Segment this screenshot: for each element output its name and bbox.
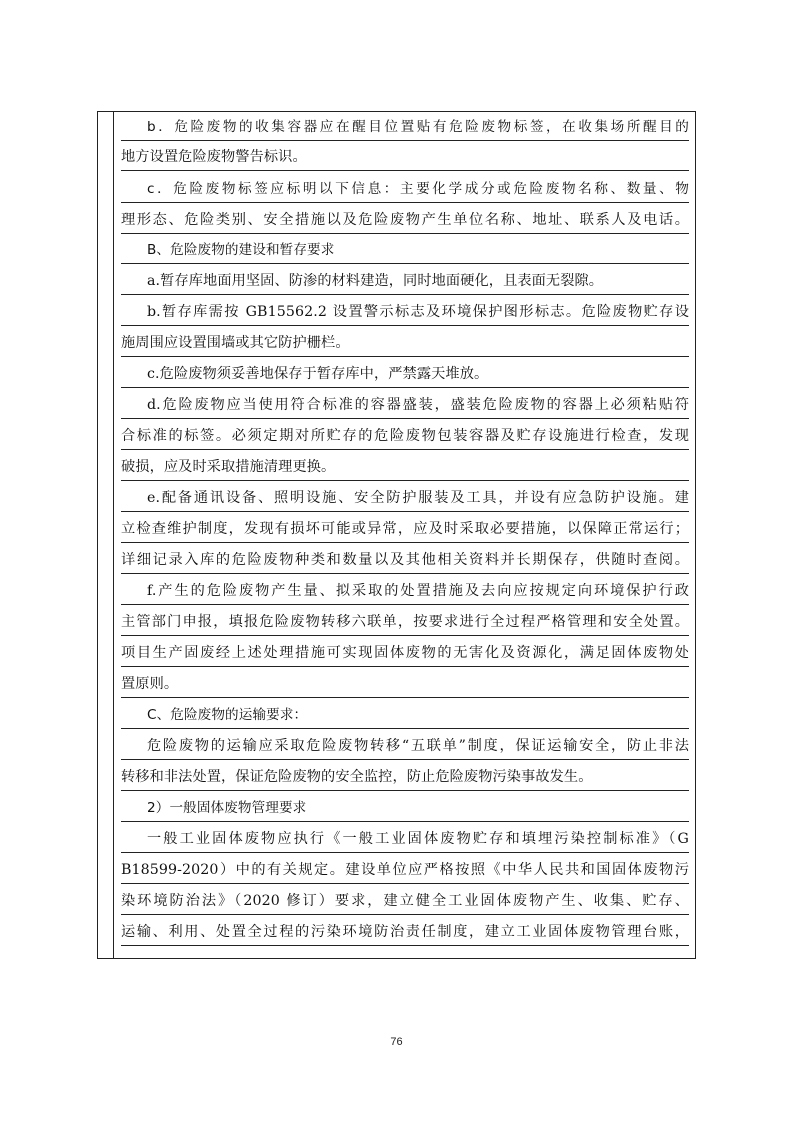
text-line: 详细记录入库的危险废物种类和数量以及其他相关资料并长期保存，供随时查阅。 bbox=[121, 546, 689, 574]
text-line: 理形态、危险类别、安全措施以及危险废物产生单位名称、地址、联系人及电话。 bbox=[121, 206, 689, 234]
text-line: 立检查维护制度，发现有损坏可能或异常，应及时采取必要措施，以保障正常运行； bbox=[121, 515, 689, 543]
text-line: 主管部门申报，填报危险废物转移六联单，按要求进行全过程严格管理和安全处置。 bbox=[121, 608, 689, 636]
text-line: e.配备通讯设备、照明设施、安全防护服装及工具，并设有应急防护设施。建 bbox=[121, 484, 689, 512]
text-line: 转移和非法处置，保证危险废物的安全监控，防止危险废物污染事故发生。 bbox=[121, 763, 689, 791]
text-line: 地方设置危险废物警告标识。 bbox=[121, 143, 689, 171]
text-line: 置原则。 bbox=[121, 670, 689, 698]
text-line: 染环境防治法》（2020 修订）要求，建立健全工业固体废物产生、收集、贮存、 bbox=[121, 887, 689, 915]
text-line: 合标准的标签。必须定期对所贮存的危险废物包装容器及贮存设施进行检查，发现 bbox=[121, 422, 689, 450]
text-line: b.暂存库需按 GB15562.2 设置警示标志及环境保护图形标志。危险废物贮存设 bbox=[121, 298, 689, 326]
text-line: a.暂存库地面用坚固、防渗的材料建造，同时地面硬化，且表面无裂隙。 bbox=[121, 267, 689, 295]
text-line: 危险废物的运输应采取危险废物转移“五联单”制度，保证运输安全，防止非法 bbox=[121, 732, 689, 760]
text-line: 破损，应及时采取措施清理更换。 bbox=[121, 453, 689, 481]
text-line: 2）一般固体废物管理要求 bbox=[121, 794, 689, 822]
page-number: 76 bbox=[390, 1036, 403, 1048]
text-line: 项目生产固废经上述处理措施可实现固体废物的无害化及资源化，满足固体废物处 bbox=[121, 639, 689, 667]
text-line: b．危险废物的收集容器应在醒目位置贴有危险废物标签，在收集场所醒目的 bbox=[121, 113, 689, 141]
text-line: B、危险废物的建设和暂存要求 bbox=[121, 236, 689, 264]
text-line: B18599-2020）中的有关规定。建设单位应严格按照《中华人民共和国固体废物污 bbox=[121, 856, 689, 884]
text-line: c．危险废物标签应标明以下信息：主要化学成分或危险废物名称、数量、物 bbox=[121, 175, 689, 203]
text-line: f.产生的危险废物产生量、拟采取的处置措施及去向应按规定向环境保护行政 bbox=[121, 577, 689, 605]
text-line: C、危险废物的运输要求： bbox=[121, 701, 689, 729]
text-line: c.危险废物须妥善地保存于暂存库中，严禁露天堆放。 bbox=[121, 360, 689, 388]
text-line: d.危险废物应当使用符合标准的容器盛装，盛装危险废物的容器上必须粘贴符 bbox=[121, 391, 689, 419]
text-line: 施周围应设置围墙或其它防护栅栏。 bbox=[121, 329, 689, 357]
text-line: 运输、利用、处置全过程的污染环境防治责任制度，建立工业固体废物管理台账， bbox=[121, 918, 689, 946]
text-line: 一般工业固体废物应执行《一般工业固体废物贮存和填埋污染控制标准》（G bbox=[121, 825, 689, 853]
